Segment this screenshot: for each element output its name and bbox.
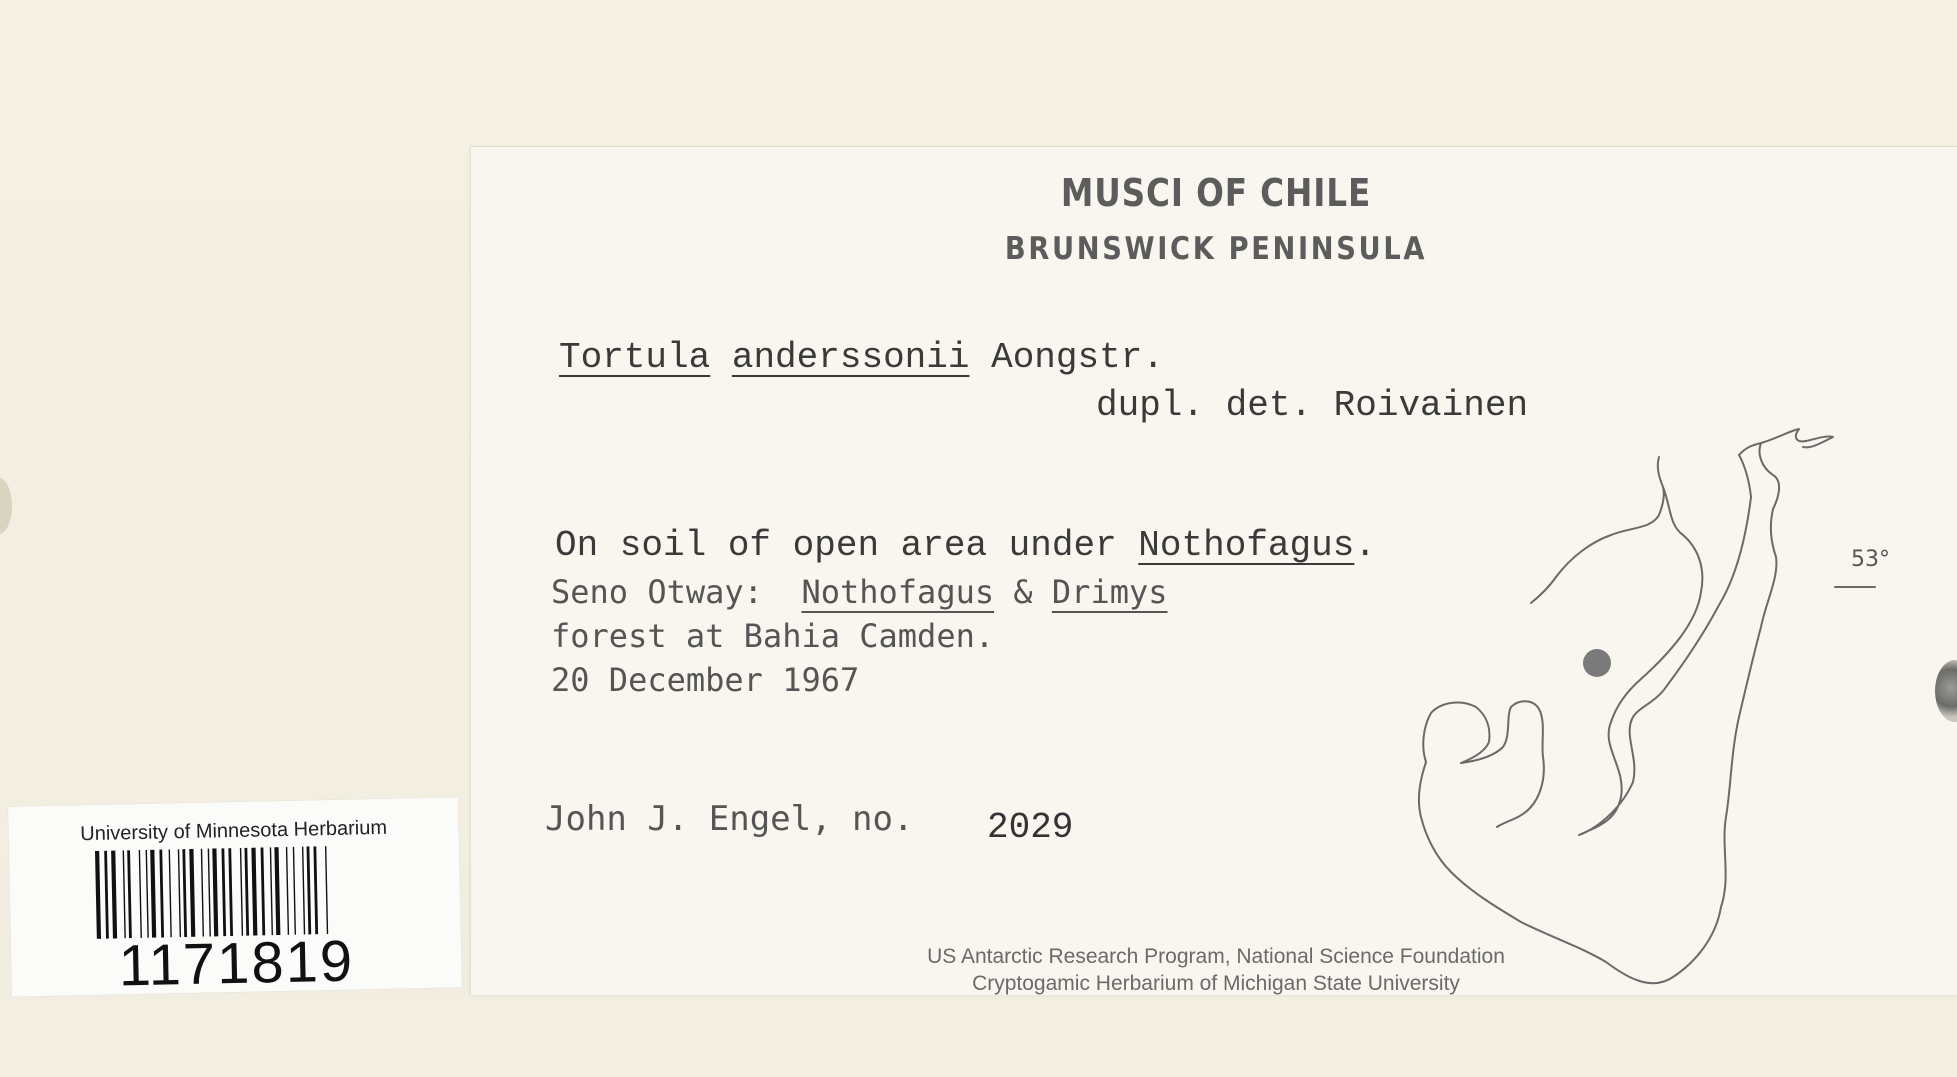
accession-number: 1171819 [117, 928, 355, 999]
barcode-bar [201, 849, 204, 937]
determination: dupl. det. Roivainen [1096, 385, 1529, 426]
barcode-bar [286, 847, 289, 935]
barcode-bar [182, 849, 187, 937]
locality-line-1 [551, 573, 1168, 611]
barcode-bar [95, 851, 101, 939]
barcode-bar [313, 846, 318, 934]
barcode-bar [150, 850, 156, 938]
map-coastline-inlet [1531, 577, 1556, 603]
locality-prefix: Seno Otway: [551, 573, 802, 611]
credit-line-1: US Antarctic Research Program, National Science Foundation [927, 945, 1505, 968]
barcode-bar [212, 848, 218, 936]
barcode-bar [293, 847, 296, 935]
taxon-name [559, 337, 1164, 378]
habitat-genus: Nothofagus [1138, 525, 1355, 566]
locality-genus-1: Nothofagus [801, 573, 995, 611]
barcode-icon [93, 845, 367, 939]
map-coastline-north [1658, 457, 1663, 487]
barcode-bar [127, 850, 132, 938]
herbarium-institution: University of Minnesota Herbarium [80, 816, 388, 846]
credit-line-2: Cryptogamic Herbarium of Michigan State University [972, 972, 1460, 995]
locality-genus-2: Drimys [1051, 573, 1168, 611]
locality-line-2: forest at Bahia Camden. [551, 617, 995, 655]
barcode-bar [307, 846, 312, 934]
taxon-author: Aongstr. [991, 337, 1164, 378]
habitat-text [555, 525, 1376, 566]
barcode-bar [261, 847, 266, 935]
specimen-label [470, 146, 1957, 995]
barcode-label [8, 797, 462, 999]
barcode-bar [325, 846, 328, 934]
barcode-bar [221, 848, 226, 936]
barcode-bar [123, 850, 126, 938]
habitat-suffix: . [1354, 525, 1376, 566]
barcode-bar [270, 847, 273, 935]
label-title: MUSCI OF CHILE [1060, 171, 1372, 215]
map-coastline-east [1761, 429, 1833, 447]
barcode-bar [178, 849, 181, 937]
barcode-bar [302, 847, 305, 935]
map-coastline-main [1419, 443, 1779, 983]
collector-name: John J. Engel, no. [545, 799, 914, 839]
taxon-genus: Tortula [559, 337, 711, 378]
collection-number: 2029 [987, 807, 1074, 848]
barcode-bar [146, 850, 149, 938]
barcode-bar [159, 850, 164, 938]
sheet-edge-mark [0, 478, 12, 534]
collection-date: 20 December 1967 [551, 661, 860, 699]
barcode-bar [208, 849, 211, 937]
barcode-bar [189, 849, 195, 937]
map-latitude-label: 53° [1851, 547, 1890, 572]
barcode-bar [169, 849, 172, 937]
locality-mid: & [994, 573, 1052, 611]
barcode-bar [240, 848, 243, 936]
taxon-species: anderssonii [731, 337, 970, 378]
barcode-bar [251, 848, 257, 936]
barcode-bar [274, 847, 280, 935]
label-region: BRUNSWICK PENINSULA [1004, 231, 1428, 267]
habitat-prefix: On soil of open area under [555, 525, 1139, 566]
barcode-bar [244, 848, 249, 936]
barcode-bar [104, 851, 109, 939]
collection-site-marker [1583, 649, 1611, 677]
barcode-bar [111, 850, 117, 938]
barcode-bar [139, 850, 142, 938]
barcode-bar [228, 848, 233, 936]
